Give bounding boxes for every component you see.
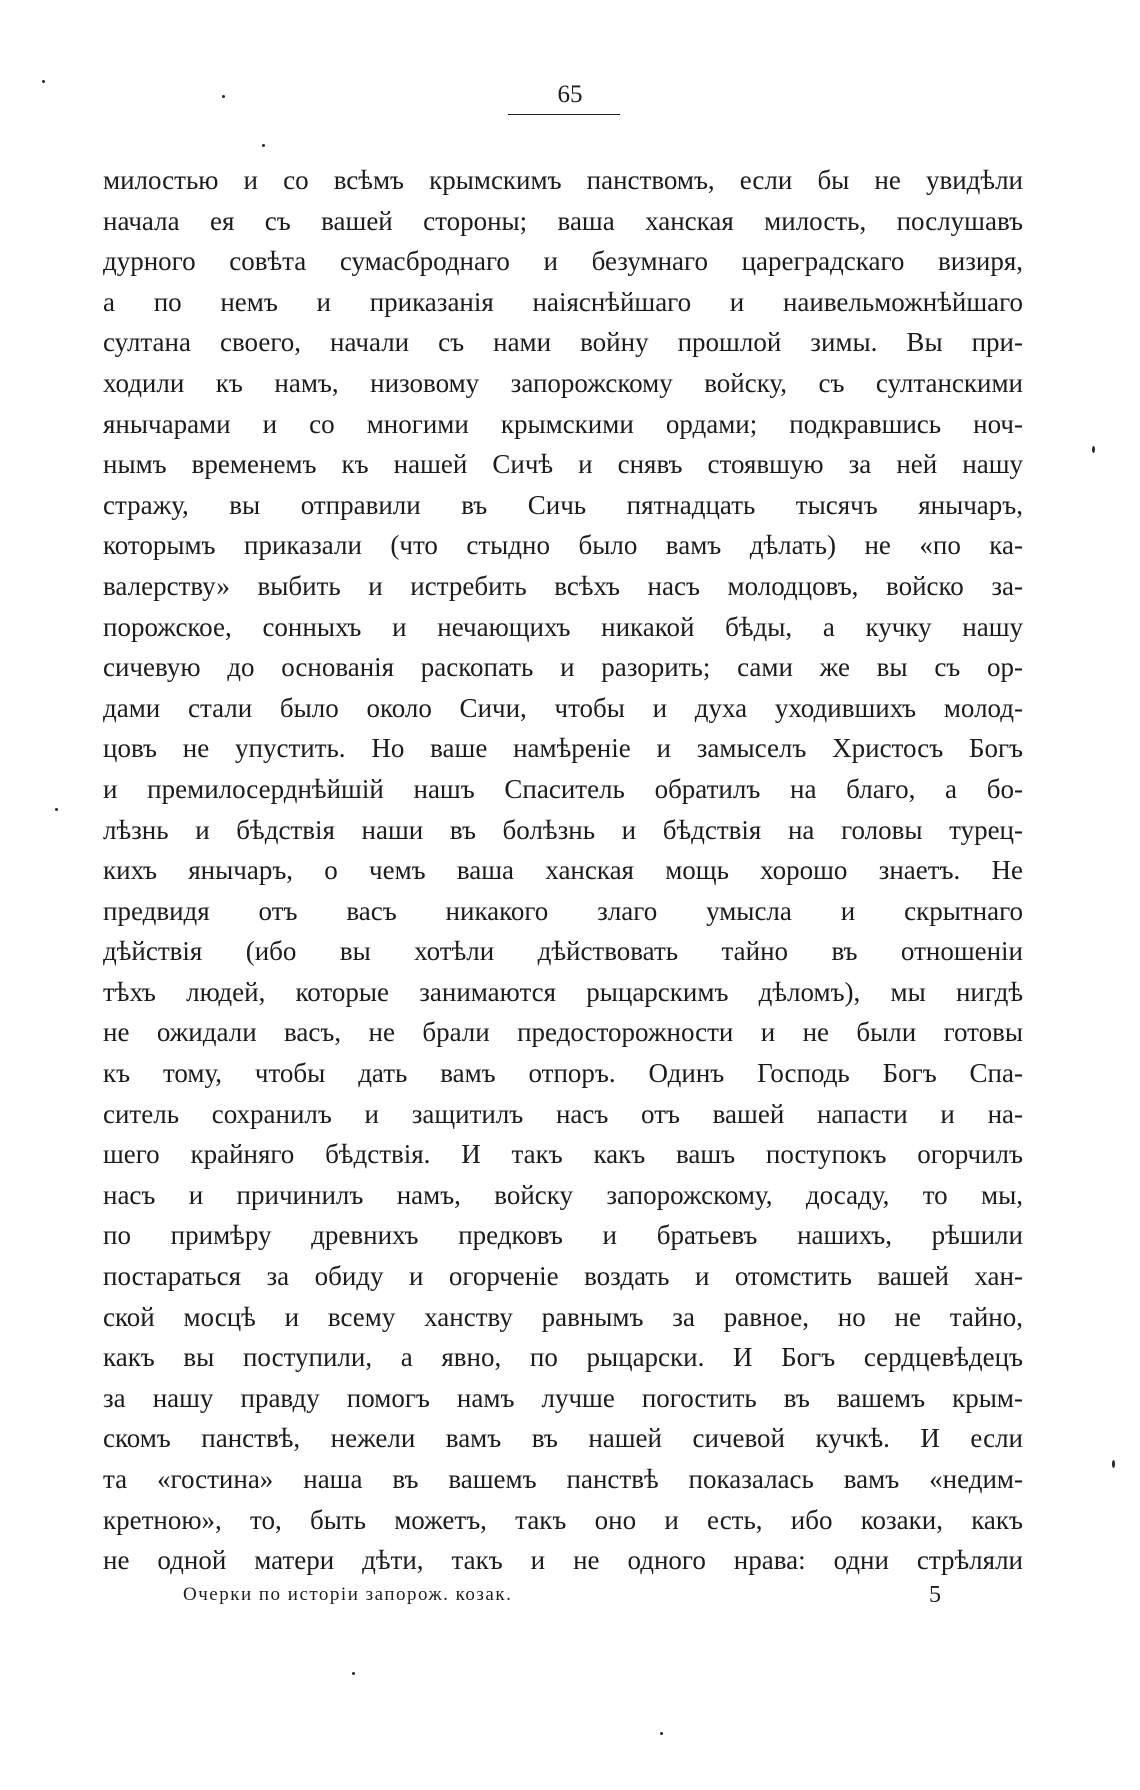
text-line: за нашу правду помогъ намъ лучше погостить въ вашемъ крым- xyxy=(103,1382,1023,1413)
text-line: постараться за обиду и огорченіе воздать и отомстить вашей хан- xyxy=(103,1261,1023,1292)
text-line: кихъ янычаръ, о чемъ ваша ханская мощь хорошо знаетъ. Не xyxy=(103,855,1023,886)
text-line: насъ и причинилъ намъ, войску запорожскому, досаду, то мы, xyxy=(103,1179,1023,1210)
text-line: валерству» выбить и истребить всѣхъ насъ молодцовъ, войско за- xyxy=(103,570,1023,601)
text-line: не ожидали васъ, не брали предосторожности и не были готовы xyxy=(103,1017,1023,1048)
text-line: янычарами и со многими крымскими ордами; подкравшись ноч- xyxy=(103,408,1023,439)
page-footer xyxy=(103,1578,1023,1612)
text-line: ситель сохранилъ и защитилъ насъ отъ вашей напасти и на- xyxy=(103,1098,1023,1129)
text-line: кретною», то, быть можетъ, такъ оно и есть, ибо козаки, какъ xyxy=(103,1504,1023,1535)
text-line: и премилосерднѣйшій нашъ Спаситель обратилъ на благо, а бо- xyxy=(103,773,1023,804)
text-line: нымъ временемъ къ нашей Сичѣ и снявъ стоявшую за ней нашу xyxy=(103,449,1023,480)
page-number: 65 xyxy=(557,81,583,108)
text-line: сичевую до основанія раскопать и разорить; сами же вы съ ор- xyxy=(103,652,1023,683)
text-line: шего крайняго бѣдствія. И такъ какъ вашъ поступокъ огорчилъ xyxy=(103,1139,1023,1170)
text-line: какъ вы поступили, а явно, по рыцарски. И Богъ сердцевѣдецъ xyxy=(103,1342,1023,1373)
scan-speck xyxy=(222,95,225,98)
text-line: къ тому, чтобы дать вамъ отпоръ. Одинъ Господь Богъ Спа- xyxy=(103,1058,1023,1089)
text-line: по примѣру древнихъ предковъ и братьевъ нашихъ, рѣшили xyxy=(103,1220,1023,1251)
text-line: которымъ приказали (что стыдно было вамъ дѣлать) не «по ка- xyxy=(103,530,1023,561)
text-line: тѣхъ людей, которые занимаются рыцарскимъ дѣломъ), мы нигдѣ xyxy=(103,976,1023,1007)
text-line: цовъ не упустить. Но ваше намѣреніе и замыселъ Христосъ Богъ xyxy=(103,733,1023,764)
scan-speck xyxy=(262,144,265,147)
text-line: султана своего, начали съ нами войну прошлой зимы. Вы при- xyxy=(103,327,1023,358)
header-rule xyxy=(508,114,620,115)
running-title: Очерки по исторіи запорож. козак. xyxy=(183,1584,513,1605)
text-line: дѣйствія (ибо вы хотѣли дѣйствовать тайно въ отношеніи xyxy=(103,936,1023,967)
text-line: скомъ панствѣ, нежели вамъ въ нашей сичевой кучкѣ. И если xyxy=(103,1423,1023,1454)
text-line: порожское, сонныхъ и нечающихъ никакой бѣды, а кучку нашу xyxy=(103,611,1023,642)
scan-speck xyxy=(352,1672,355,1675)
text-line: дурного совѣта сумасброднаго и безумнаго цареградскаго визиря, xyxy=(103,246,1023,277)
scan-speck xyxy=(1112,1460,1115,1468)
text-line: стражу, вы отправили въ Сичь пятнадцать тысячъ янычаръ, xyxy=(103,489,1023,520)
text-line: лѣзнь и бѣдствія наши въ болѣзнь и бѣдствія на головы турец- xyxy=(103,814,1023,845)
text-line: та «гостина» наша въ вашемъ панствѣ показалась вамъ «недим- xyxy=(103,1464,1023,1494)
text-line: не одной матери дѣти, такъ и не одного нрава: одни стрѣляли xyxy=(103,1545,1023,1576)
text-line: ской мосцѣ и всему ханству равнымъ за равное, но не тайно, xyxy=(103,1301,1023,1332)
text-line: милостью и со всѣмъ крымскимъ панствомъ, если бы не увидѣли xyxy=(103,165,1023,195)
scan-speck xyxy=(660,1732,663,1735)
text-line: дами стали было около Сичи, чтобы и духа уходившихъ молод- xyxy=(103,692,1023,723)
text-line: а по немъ и приказанія наіяснѣйшаго и наивельможнѣйшаго xyxy=(103,286,1023,317)
scan-speck xyxy=(42,80,45,83)
text-line: предвидя отъ васъ никакого злаго умысла и скрытнаго xyxy=(103,895,1023,926)
scan-speck xyxy=(1092,446,1095,453)
signature-mark: 5 xyxy=(929,1582,941,1608)
text-line: ходили къ намъ, низовому запорожскому войску, съ султанскими xyxy=(103,367,1023,398)
body-text xyxy=(103,160,1023,1581)
scan-speck xyxy=(55,808,58,811)
text-line: начала ея съ вашей стороны; ваша ханская милость, послушавъ xyxy=(103,205,1023,236)
